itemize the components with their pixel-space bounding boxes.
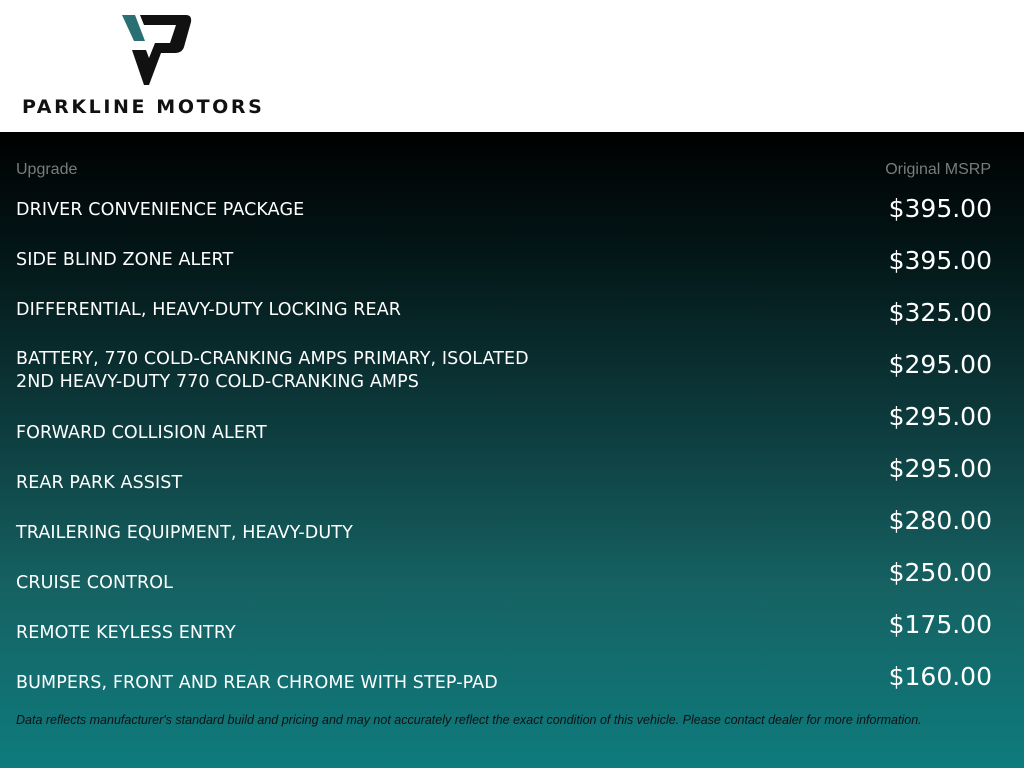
upgrade-price: $280.00 bbox=[888, 506, 992, 535]
upgrade-price: $295.00 bbox=[888, 402, 992, 431]
upgrade-price: $295.00 bbox=[888, 454, 992, 483]
disclaimer-text: Data reflects manufacturer's standard build and pricing and may not accurately reflect the exact condition of this vehicle. Please contact dealer for more information. bbox=[16, 713, 922, 727]
upgrade-name: SIDE BLIND ZONE ALERT bbox=[16, 250, 234, 270]
header bbox=[0, 0, 1024, 132]
upgrade-price: $395.00 bbox=[888, 194, 992, 223]
upgrade-name: DIFFERENTIAL, HEAVY-DUTY LOCKING REAR bbox=[16, 300, 402, 320]
upgrade-price: $175.00 bbox=[888, 610, 992, 639]
upgrade-price: $325.00 bbox=[888, 298, 992, 327]
parkline-logo-icon bbox=[120, 14, 194, 86]
upgrade-name: REAR PARK ASSIST bbox=[16, 473, 183, 493]
upgrade-price: $250.00 bbox=[888, 558, 992, 587]
upgrade-name: FORWARD COLLISION ALERT bbox=[16, 423, 267, 443]
upgrade-price: $295.00 bbox=[888, 350, 992, 379]
upgrade-price: $160.00 bbox=[888, 662, 992, 691]
upgrade-name: DRIVER CONVENIENCE PACKAGE bbox=[16, 200, 305, 220]
brand-name: PARKLINE MOTORS bbox=[22, 96, 265, 118]
upgrade-name: TRAILERING EQUIPMENT, HEAVY-DUTY bbox=[16, 523, 353, 543]
upgrade-name: BUMPERS, FRONT AND REAR CHROME WITH STEP-PAD bbox=[16, 673, 498, 693]
column-header-msrp: Original MSRP bbox=[885, 161, 991, 178]
upgrade-name-line2: 2ND HEAVY-DUTY 770 COLD-CRANKING AMPS bbox=[16, 372, 419, 392]
upgrade-price: $395.00 bbox=[888, 246, 992, 275]
upgrade-name: BATTERY, 770 COLD-CRANKING AMPS PRIMARY, ISOLATED bbox=[16, 349, 529, 369]
upgrade-name: REMOTE KEYLESS ENTRY bbox=[16, 623, 236, 643]
upgrades-panel bbox=[0, 132, 1024, 768]
column-header-upgrade: Upgrade bbox=[16, 161, 78, 178]
upgrade-name: CRUISE CONTROL bbox=[16, 573, 173, 593]
